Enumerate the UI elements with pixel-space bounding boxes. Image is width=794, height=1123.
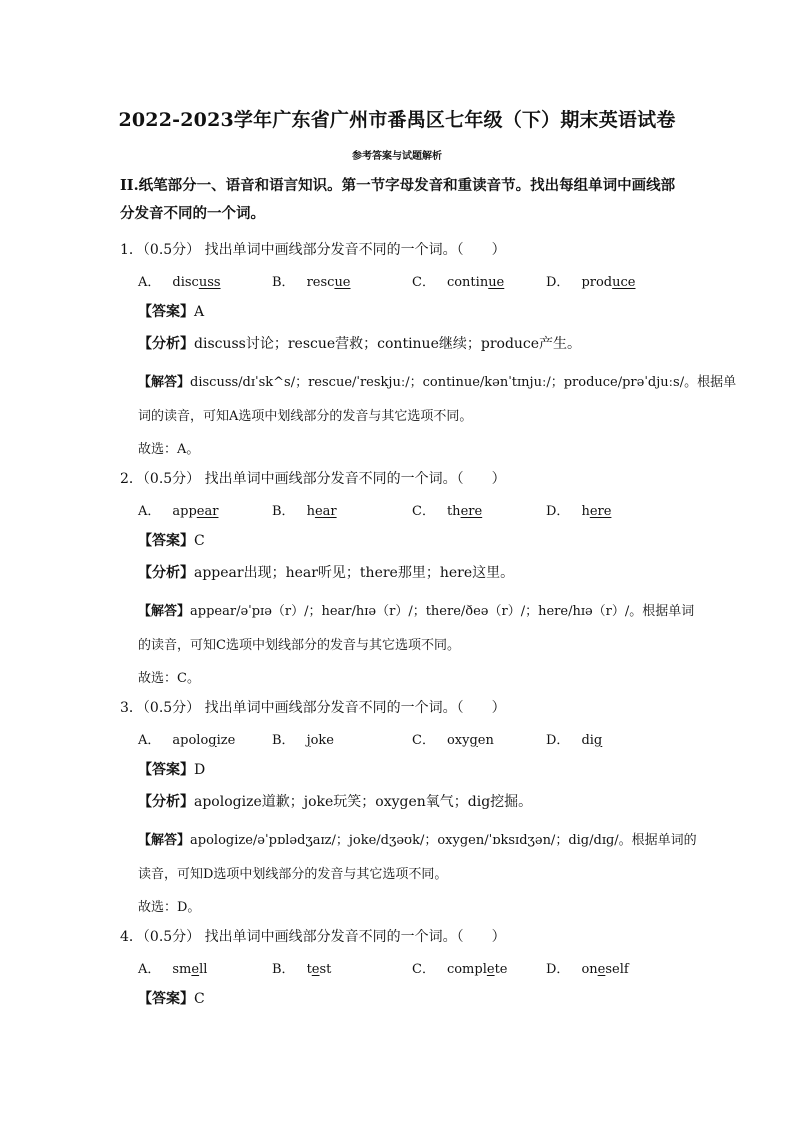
q3-option-b: B． joke [272,733,334,748]
q4-option-c: C． complete [412,962,508,977]
section-heading: II.纸笔部分一、语音和语言知识。第一节字母发音和重读音节。找出每组单词中画线部分发音不同的一个词。 [120,177,676,222]
q2-solution-line1: 【解答】appear/əˈpɪə（r）/；hear/hɪə（r）/；there/ðeə（r）/；here/hɪə（r）/。根据单词 [138,604,695,619]
q2-option-b: B． hear [272,504,337,519]
q3-solution-line1: 【解答】apologize/əˈpɒlədʒaɪz/；joke/dʒəʊk/；oxygen/ˈɒksɪdʒən/；dig/dɪɡ/。根据单词的 [138,833,697,848]
q1-solution-line2: 词的读音，可知A选项中划线部分的发音与其它选项不同。 [138,409,473,424]
q2-choice: 故选：C。 [138,671,200,686]
q1-answer: 【答案】A [138,304,205,320]
q3-option-d: D． dig [546,733,603,748]
q3-choice: 故选：D。 [138,900,201,915]
q1-solution-line1: 【解答】discuss/dɪˈsk^s/；rescue/ˈreskjuː/；continue/kənˈtɪnjuː/；produce/prəˈdjuːs/。根据单 [138,375,737,390]
q2-answer: 【答案】C [138,533,205,549]
page-subtitle: 参考答案与试题解析 [352,151,442,162]
q1-option-b: B． rescue [272,275,351,290]
question-1-stem: 1．（0.5分） 找出单词中画线部分发音不同的一个词。（ ） [120,242,506,258]
q4-option-b: B． test [272,962,332,977]
q2-analysis: 【分析】appear出现；hear听见；there那里；here这里。 [138,565,515,581]
q3-analysis: 【分析】apologize道歉；joke玩笑；oxygen氧气；dig挖掘。 [138,794,533,810]
page-title: 2022-2023学年广东省广州市番禺区七年级（下）期末英语试卷 [118,109,676,131]
q1-choice: 故选：A。 [138,442,200,457]
q3-option-a: A． apologize [138,733,236,748]
question-2-stem: 2．（0.5分） 找出单词中画线部分发音不同的一个词。（ ） [120,471,506,487]
q4-answer: 【答案】C [138,991,205,1007]
q1-option-a: A． discuss [138,275,221,290]
q2-option-c: C． there [412,504,483,519]
question-3-stem: 3．（0.5分） 找出单词中画线部分发音不同的一个词。（ ） [120,700,506,716]
q3-answer: 【答案】D [138,762,206,778]
q2-option-a: A． appear [138,504,219,519]
q2-solution-line2: 的读音，可知C选项中划线部分的发音与其它选项不同。 [138,638,460,653]
q1-option-c: C． continue [412,275,505,290]
q4-option-d: D． oneself [546,962,629,977]
q2-option-d: D． here [546,504,612,519]
q3-solution-line2: 读音，可知D选项中划线部分的发音与其它选项不同。 [138,867,448,882]
q1-analysis: 【分析】discuss讨论；rescue营救；continue继续；produce产生。 [138,336,582,352]
question-4-stem: 4．（0.5分） 找出单词中画线部分发音不同的一个词。（ ） [120,929,506,945]
q3-option-c: C． oxygen [412,733,494,748]
q4-option-a: A． smell [138,962,208,977]
q1-option-d: D． produce [546,275,636,290]
